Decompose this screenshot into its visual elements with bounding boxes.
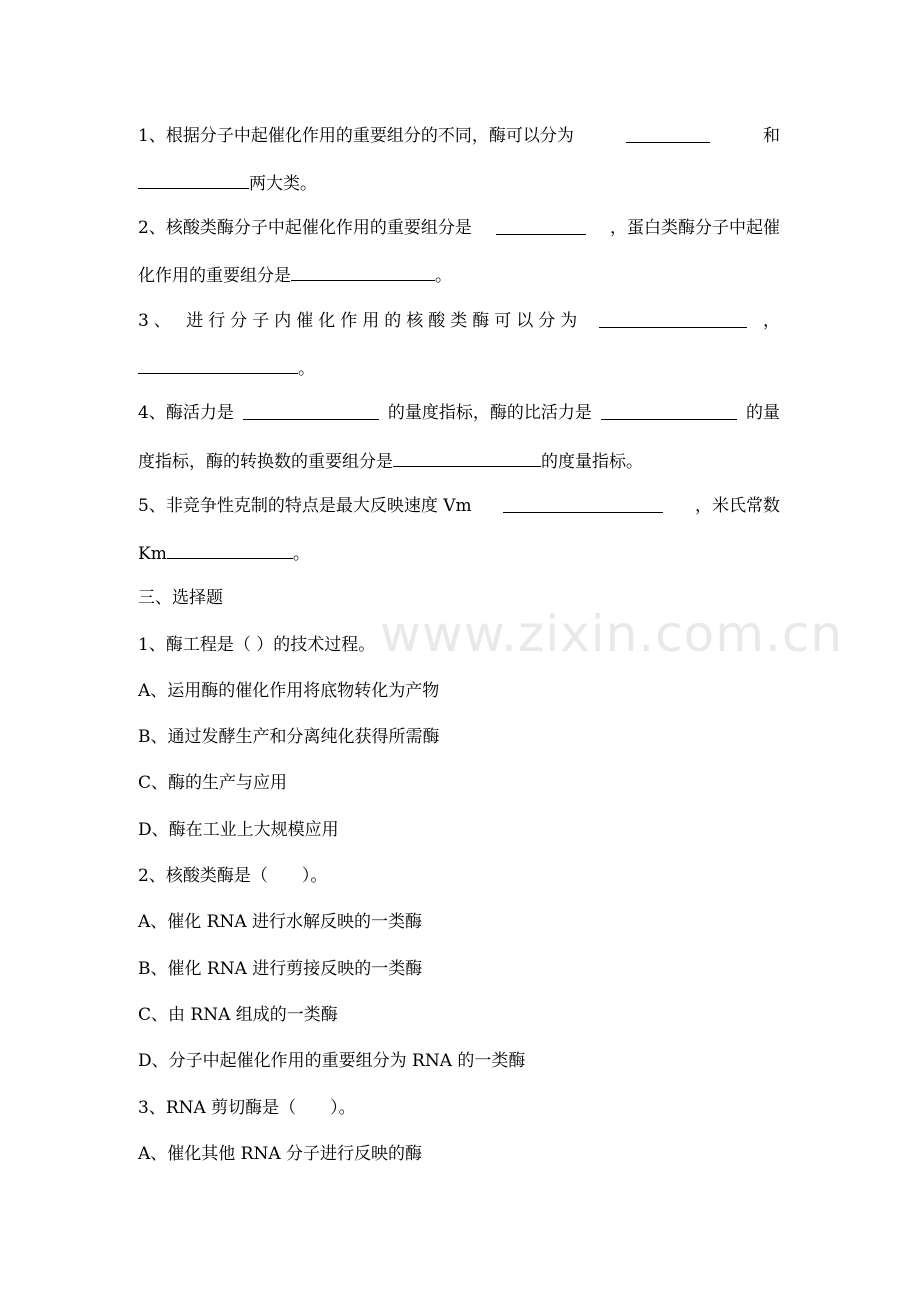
q2-line1-suffix: ，蛋白类酶分子中起催 xyxy=(609,218,780,238)
q5-end: 。 xyxy=(292,544,310,564)
q3-comma: ， xyxy=(762,311,780,331)
q5-blank-1[interactable] xyxy=(503,495,663,513)
q5-line1 xyxy=(138,495,780,517)
q4-line2-suffix: 的度量指标。 xyxy=(541,452,643,472)
q3-end: 。 xyxy=(298,359,315,379)
q1-prefix: 1、根据分子中起催化作用的重要组分的不同，酶可以分为 xyxy=(138,126,574,146)
mc2-option-c[interactable]: C、由 RNA 组成的一类酶 xyxy=(138,1005,338,1025)
q4-line1-prefix: 4、酶活力是 xyxy=(138,403,234,423)
q5-line2 xyxy=(138,541,310,565)
q1-line2 xyxy=(138,171,317,195)
q5-blank-2[interactable] xyxy=(167,541,293,559)
mc3-option-a[interactable]: A、催化其他 RNA 分子进行反映的酶 xyxy=(138,1144,423,1164)
q4-line1 xyxy=(138,402,780,424)
q1-blank-2[interactable] xyxy=(138,171,249,189)
q4-line2 xyxy=(138,449,643,473)
q1-mid: 和 xyxy=(762,126,780,146)
mc1-option-a[interactable]: A、运用酶的催化作用将底物转化为产物 xyxy=(138,681,440,701)
mc2-option-d[interactable]: D、分子中起催化作用的重要组分为 RNA 的一类酶 xyxy=(138,1051,526,1071)
q4-line1-suffix: 的量 xyxy=(745,403,780,423)
section-title: 三、选择题 xyxy=(138,588,223,608)
q4-line2-prefix: 度指标，酶的转换数的重要组分是 xyxy=(138,452,393,472)
q2-line2 xyxy=(138,263,452,287)
q4-blank-2[interactable] xyxy=(601,402,737,420)
q1-tail: 两大类。 xyxy=(249,174,317,194)
q1-line1 xyxy=(138,125,780,147)
q2-line1 xyxy=(138,217,780,239)
q3-blank-1[interactable] xyxy=(599,310,747,328)
mc2-stem: 2、核酸类酶是（ ）。 xyxy=(138,866,328,886)
watermark: www.zixin.com.cn xyxy=(380,605,844,663)
q3-blank-2[interactable] xyxy=(138,356,298,374)
q2-line1-prefix: 2、核酸类酶分子中起催化作用的重要组分是 xyxy=(138,218,472,238)
mc1-option-d[interactable]: D、酶在工业上大规模应用 xyxy=(138,820,339,840)
q1-blank-1[interactable] xyxy=(626,125,710,143)
mc1-option-b[interactable]: B、通过发酵生产和分离纯化获得所需酶 xyxy=(138,727,440,747)
q4-blank-3[interactable] xyxy=(393,449,541,467)
q5-km: Km xyxy=(138,544,167,564)
q2-line2-suffix: 。 xyxy=(435,266,452,286)
q5-suffix: ，米氏常数 xyxy=(695,496,780,516)
mc1-option-c[interactable]: C、酶的生产与应用 xyxy=(138,773,288,793)
mc3-stem: 3、RNA 剪切酶是（ ）。 xyxy=(138,1098,356,1118)
q4-blank-1[interactable] xyxy=(243,402,379,420)
mc1-stem: 1、酶工程是（ ）的技术过程。 xyxy=(138,635,376,655)
q2-blank-2[interactable] xyxy=(291,263,435,281)
q2-blank-1[interactable] xyxy=(496,217,586,235)
q4-line1-mid: 的量度指标，酶的比活力是 xyxy=(387,403,592,423)
q5-prefix: 5、非竞争性克制的特点是最大反映速度 Vm xyxy=(138,496,472,516)
q3-prefix: 3、 进行分子内催化作用的核酸类酶可以分为 xyxy=(138,311,583,331)
mc2-option-b[interactable]: B、催化 RNA 进行剪接反映的一类酶 xyxy=(138,959,423,979)
mc2-option-a[interactable]: A、催化 RNA 进行水解反映的一类酶 xyxy=(138,912,423,932)
q3-line1 xyxy=(138,310,780,332)
q3-line2 xyxy=(138,356,315,380)
q2-line2-prefix: 化作用的重要组分是 xyxy=(138,266,291,286)
